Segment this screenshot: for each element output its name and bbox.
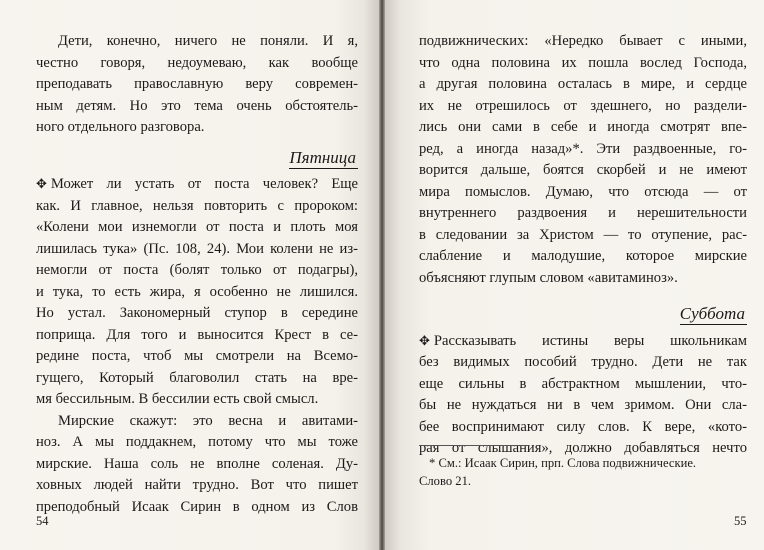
left-page-text [36,31,358,518]
text-line: «Колени мои изнемогли от поста и плоть моя [36,219,358,235]
right-page [385,0,764,550]
cross-ornament-icon: ✥ [419,333,430,349]
page-number: 55 [734,514,747,528]
text-line: их не отрешилось от здешнего, но раздели- [419,97,747,114]
text-line: мя бессильным. В бессилии есть свой смысл. [36,391,319,407]
text-line: что одна половина их пошла вослед Господа, [419,54,747,71]
section-heading-friday: Пятница [289,147,356,167]
text-line: мира помыслов. Думаю, что отсюда — от [419,183,747,200]
text-line: бее воспринимают силу слов. К вере, «кото- [419,418,747,435]
text-line: еще сильны в абстрактном мышлении, что- [419,375,747,392]
text-line: и тука, то есть жира, я особенно не лишился. [36,283,358,300]
text-line: мирские. Наша соль не вполне соленая. Ду- [36,455,358,472]
text-line: редине поста, чтоб мы смотрели на Всемо- [36,348,358,364]
text-line: ✥ Рассказывать истины веры школьникам [419,332,747,349]
right-page-text [419,31,747,460]
text-line: ✥ Может ли устать от поста человек? Еще [36,176,358,192]
text-line: лись они сами в себе и иногда смотрят впе- [419,119,747,135]
text-line: Но устал. Закономерный ступор в середине [36,305,358,321]
text-line: подвижнических: «Нередко бывает с иными, [419,33,747,49]
text-line: ным детям. Но это тема очень обстоятель- [36,97,358,114]
footnote [419,454,749,490]
text-line: в следовании за Христом — то отупение, рас- [419,226,747,243]
section-heading-saturday: Суббота [679,304,745,323]
text-line: Дети, конечно, ничего не поняли. И я, [58,33,358,49]
text-line: рая от слышания», должно добавляться нечто [419,440,747,456]
text-line: без видимых пособий трудно. Дети не так [419,354,747,370]
text-line: преподавать православную веру современ- [36,76,358,92]
text-line: гущего, Который благоволил стать на вре- [36,369,358,386]
text-line: бы не нуждаться ни в чем зримом. Они сла- [419,397,747,413]
text-line: немогли от поста (болят только от подагры), [36,262,358,278]
text-line: поприща. Для того и выносится Крест в се- [36,326,358,343]
text-line: лишилась тука» (Пс. 108, 24). Мои колени не из- [36,240,358,257]
text-line: объясняют глупым словом «авитаминоз». [419,269,678,286]
page-number: 54 [36,514,49,528]
text-line: ред, а иногда назад»*. Эти раздвоенные, го- [419,140,747,157]
text-line: внутреннего раздвоения и нерешительности [419,205,747,221]
text-line: честно говоря, недоумеваю, как вообще [36,54,358,71]
text-line: преподобный Исаак Сирин в одном из Слов [36,498,358,515]
text-line: слабление и малодушие, которое мирские [419,248,747,264]
text-line: ного отдельного разговора. [36,119,205,135]
footnote-line: Слово 21. [419,474,472,488]
footnote-divider [419,445,529,446]
footnote-line: * См.: Исаак Сирин, прп. Слова подвижнические. [429,456,697,470]
text-line: ховных людей найти трудно. Вот что пишет [36,477,358,493]
text-line: ворится дальше, боятся скорбей и не имеют [419,162,747,178]
text-line: Мирские скажут: это весна и авитами- [58,412,358,429]
text-line: как. И главное, нельзя повторить с пророком: [36,197,358,214]
text-line: ноз. А мы поддакнем, потому что мы тоже [36,434,358,450]
cross-ornament-icon: ✥ [36,177,47,192]
text-line: а другая половина осталась в мире, и сердце [419,76,747,92]
left-page [0,0,379,550]
